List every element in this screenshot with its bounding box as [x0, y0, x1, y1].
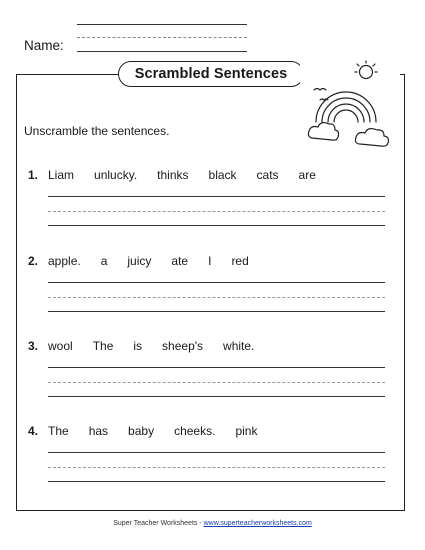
- answer-writing-line[interactable]: [48, 396, 385, 397]
- word: Liam: [48, 168, 75, 182]
- word: has: [88, 424, 109, 438]
- answer-line-midline: [48, 467, 385, 468]
- worksheet-title: Scrambled Sentences: [118, 61, 304, 87]
- name-row: [24, 24, 254, 54]
- answer-writing-line[interactable]: [48, 311, 385, 312]
- scrambled-words: [48, 339, 254, 353]
- name-line-dashed: [77, 37, 247, 38]
- question-number: 1.: [28, 168, 39, 182]
- scrambled-words: [48, 254, 249, 268]
- question-number: 2.: [28, 254, 39, 268]
- footer-text: Super Teacher Worksheets -: [113, 520, 204, 527]
- word: pink: [235, 424, 258, 438]
- word: is: [133, 339, 143, 353]
- word: white.: [223, 339, 255, 353]
- answer-line-top: [48, 367, 385, 368]
- word: thinks: [157, 168, 189, 182]
- answer-line-top: [48, 196, 385, 197]
- word: apple.: [48, 254, 81, 268]
- answer-line-midline: [48, 211, 385, 212]
- word: red: [231, 254, 249, 268]
- word: sheep's: [162, 339, 204, 353]
- answer-line-top: [48, 282, 385, 283]
- word: I: [208, 254, 212, 268]
- word: The: [92, 339, 114, 353]
- name-line-top: [77, 24, 247, 25]
- answer-line-top: [48, 452, 385, 453]
- name-writing-line[interactable]: [77, 51, 247, 52]
- scrambled-words: [48, 168, 316, 182]
- instructions: Unscramble the sentences.: [24, 124, 170, 138]
- answer-line-midline: [48, 297, 385, 298]
- word: black: [208, 168, 237, 182]
- answer-writing-line[interactable]: [48, 225, 385, 226]
- scrambled-words: [48, 424, 257, 438]
- word: The: [48, 424, 69, 438]
- answer-writing-line[interactable]: [48, 481, 385, 482]
- word: cheeks.: [174, 424, 216, 438]
- word: baby: [128, 424, 155, 438]
- answer-line-midline: [48, 382, 385, 383]
- word: cats: [256, 168, 279, 182]
- question-number: 4.: [28, 424, 39, 438]
- word: unlucky.: [94, 168, 138, 182]
- name-label: Name:: [24, 38, 64, 53]
- rainbow-clouds-sun-icon: [300, 58, 400, 148]
- footer: [0, 520, 425, 527]
- word: juicy: [127, 254, 152, 268]
- word: a: [100, 254, 108, 268]
- footer-link[interactable]: www.superteacherworksheets.com: [203, 520, 312, 527]
- word: are: [298, 168, 316, 182]
- question-number: 3.: [28, 339, 39, 353]
- word: ate: [171, 254, 189, 268]
- word: wool: [48, 339, 73, 353]
